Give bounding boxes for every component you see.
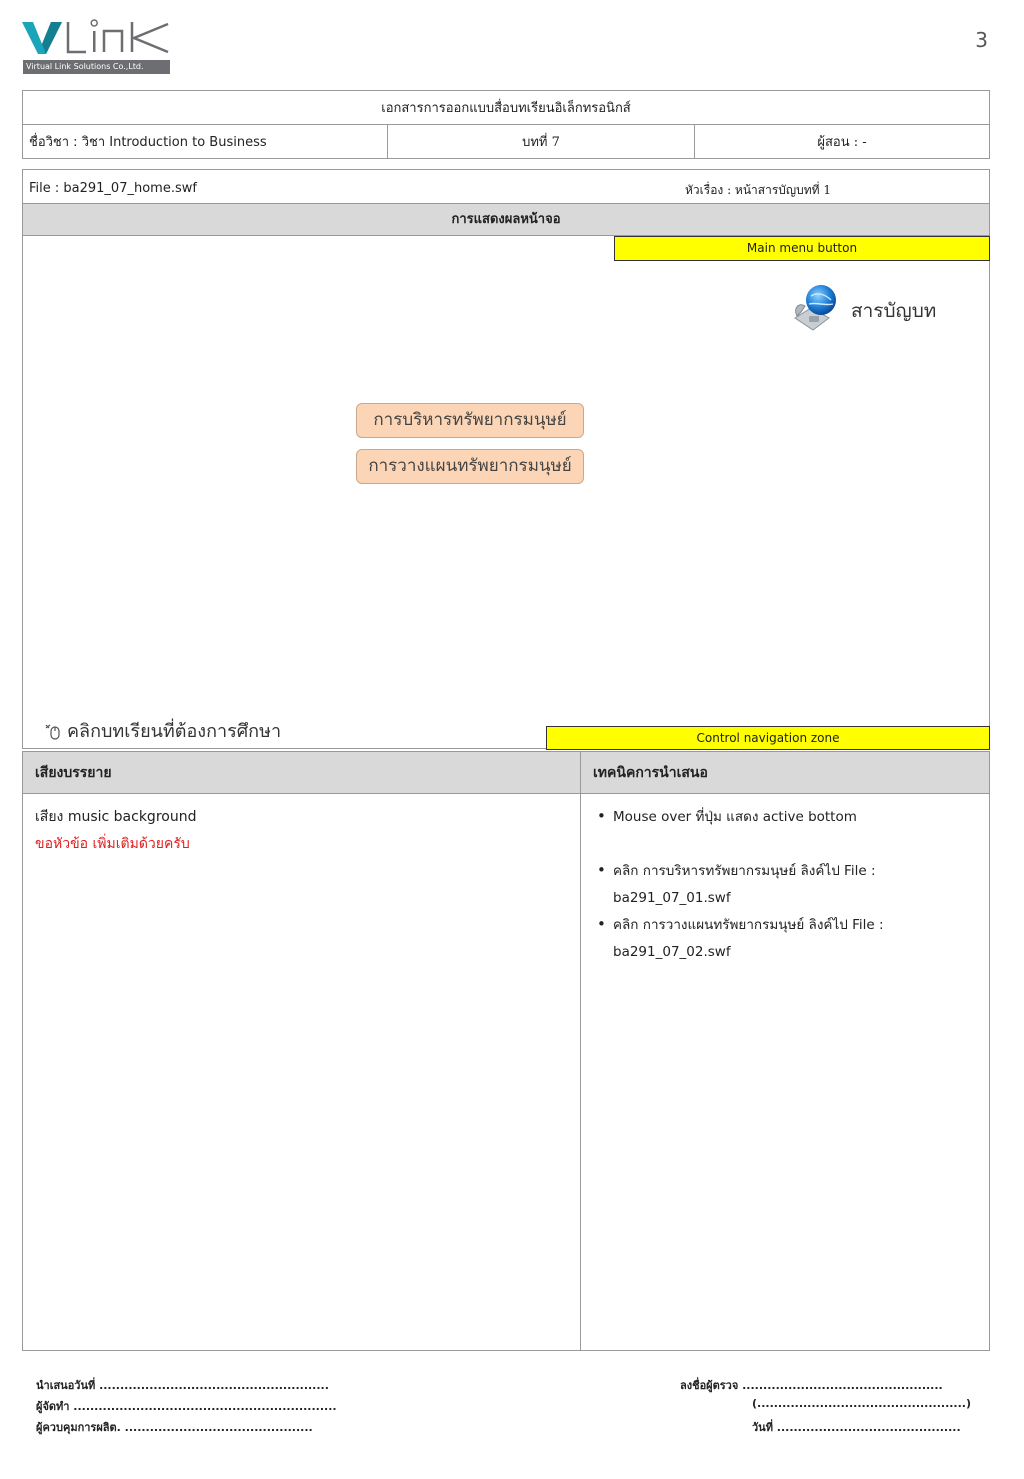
page-number: 3 [975,28,988,52]
narration-content [35,804,196,858]
technique-item: • Mouse over ที่ปุ่ม แสดง active bottom [595,804,975,831]
column-divider [580,752,581,1350]
main-menu-tag: Main menu button [614,236,990,261]
technique-content [595,804,975,966]
file-name: File : ba291_07_home.swf [29,181,197,196]
presented-date-line: นำเสนอวันที่ ....................................................... [36,1379,329,1392]
topic-title: หัวเรื่อง : หน้าสารบัญบทที่ 1 [685,183,832,197]
vlink-logo-icon [22,16,172,58]
narration-header: เสียงบรรยาย [23,752,581,794]
screen-display-panel [22,169,990,749]
producer-line: ผู้จัดทำ ............................................................... [36,1400,337,1413]
narration-line: เสียง music background [35,809,197,825]
review-date-line: วันที่ ............................................ [752,1421,961,1434]
instruction-hint [45,716,281,745]
instructor: ผู้สอน : - [695,125,990,159]
company-logo [22,16,172,78]
chapter-number: บทที่ 7 [388,125,695,159]
file-info-row [23,170,989,204]
technique-item: • คลิก การบริหารทรัพยากรมนุษย์ ลิงค์ไป File : ba291_07_01.swf [595,858,975,912]
hint-text: คลิกบทเรียนที่ต้องการศึกษา [67,721,282,742]
contents-label: สารบัญบท [851,300,937,322]
logo-tagline: Virtual Link Solutions Co.,Ltd. [23,60,170,74]
narration-technique-table [22,751,990,1351]
narration-note: ขอหัวข้อ เพิ่มเติมด้วยครับ [35,836,190,852]
reviewer-signature-line: ลงชื่อผู้ตรวจ ................................................ [680,1379,943,1392]
lesson-button-hr-planning[interactable]: การวางแผนทรัพยากรมนุษย์ [356,449,584,484]
technique-header: เทคนิคการนำเสนอ [581,752,989,794]
reviewer-name-line: (..................................................) [752,1397,971,1410]
supervisor-line: ผู้ควบคุมการผลิต. ............................................. [36,1421,313,1434]
mouse-click-icon [45,722,61,740]
contents-button[interactable] [789,278,959,334]
navigation-zone-tag: Control navigation zone [546,726,990,750]
technique-item: • คลิก การวางแผนทรัพยากรมนุษย์ ลิงค์ไป File : ba291_07_02.swf [595,912,975,966]
document-title: เอกสารการออกแบบสื่อบทเรียนอิเล็กทรอนิกส์ [23,91,990,125]
subject-name: ชื่อวิชา : วิชา Introduction to Business [23,125,388,159]
lesson-button-hr-management[interactable]: การบริหารทรัพยากรมนุษย์ [356,403,584,438]
display-section-title: การแสดงผลหน้าจอ [23,204,989,236]
contents-phone-globe-icon [789,278,845,334]
document-info-table [22,90,990,159]
